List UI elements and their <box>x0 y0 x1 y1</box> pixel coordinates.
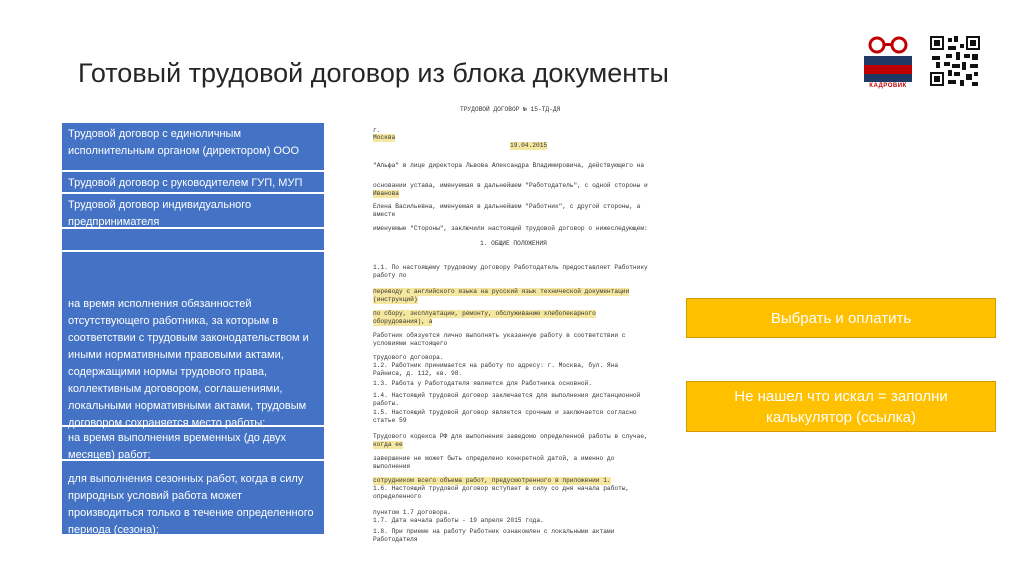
doc-line: Работник обязуется лично выполнять указанную работу в соответствии с <box>373 332 626 339</box>
list-item[interactable]: для выполнения сезонных работ, когда в силу природных условий работа может производиться только в течение определенного периода (сезона); <box>62 461 324 536</box>
doc-line: 1.6. Настоящий трудовой договор вступает в силу со дня начала работы, <box>373 485 630 492</box>
doc-line: Елена Васильевна, именуемая в дальнейшем "Работник", с другой стороны, а <box>373 203 641 210</box>
list-item[interactable]: на время выполнения временных (до двух месяцев) работ; <box>62 427 324 461</box>
doc-line: статье 59 <box>373 417 407 424</box>
doc-line: трудового договора. <box>373 354 444 361</box>
doc-line: 1.3. Работа у Работодателя является для Работника основной. <box>373 380 593 387</box>
doc-line: "Альфа" в лице директора Львова Александра Владимировича, действующего на <box>373 162 645 169</box>
doc-line: выполнения <box>373 463 411 470</box>
doc-line: переводу с английского языка на русский язык технической документации <box>373 288 630 295</box>
doc-line: вместе <box>373 211 396 218</box>
contract-type-list <box>62 123 324 536</box>
page-title: Готовый трудовой договор из блока документы <box>78 58 669 88</box>
doc-line: работы. <box>373 400 399 407</box>
logo-caption: КАДРОВИК <box>869 83 907 89</box>
list-item[interactable]: на время исполнения обязанностей отсутствующего работника, за которым в соответствии с трудовым законодательством и иными нормативными правовыми актами, содержащими нормы трудового права, коллективным договором, соглашениями, локальными нормативными актами, трудовым договором сохраняется место работы; <box>62 252 324 427</box>
doc-line: Трудового кодекса РФ для выполнения заведомо определенной работы в случае, <box>373 433 648 440</box>
doc-line: Иванова <box>373 190 399 197</box>
doc-line: когда ее <box>373 441 403 448</box>
doc-line: завершение не может быть определено конкретной датой, а именно до <box>373 455 615 462</box>
doc-line: 1.5. Настоящий трудовой договор является срочным и заключается согласно <box>373 409 637 416</box>
doc-city: Москва <box>373 134 396 141</box>
doc-line: определенного <box>373 493 422 500</box>
doc-line: по сбору, эксплуатации, ремонту, обслуживанию хлебопекарного <box>373 310 596 317</box>
doc-section-heading: 1. ОБЩИЕ ПОЛОЖЕНИЯ <box>480 240 547 247</box>
list-item[interactable]: Трудовой договор с руководителем ГУП, МУП <box>62 172 324 194</box>
doc-heading: ТРУДОВОЙ ДОГОВОР № 15-ТД-ДЯ <box>460 106 561 113</box>
doc-line: именуемые "Стороны", заключили настоящий трудовой договор о нижеследующем: <box>373 225 648 232</box>
doc-line: 1.2. Работник принимается на работу по адресу: г. Москва, бул. Яна <box>373 362 619 369</box>
contract-document-preview <box>370 100 670 543</box>
list-item[interactable]: Трудовой договор индивидуального предпринимателя <box>62 194 324 229</box>
doc-line: Райниса, д. 112, кв. 98. <box>373 370 463 377</box>
doc-line: работу по <box>373 272 407 279</box>
list-item[interactable] <box>62 229 324 252</box>
qr-code-icon <box>930 36 980 86</box>
doc-line: сотрудником всего объема работ, предусмотренного в приложении 1. <box>373 477 611 484</box>
doc-city-prefix: г. <box>373 127 381 134</box>
doc-line: 1.8. При приеме на работу Работник ознакомлен с локальными актами <box>373 528 615 535</box>
doc-line: пунктом 1.7 договора. <box>373 509 451 516</box>
doc-line: 1.7. Дата начала работы - 19 апреля 2015 года. <box>373 517 544 524</box>
doc-line: 1.1. По настоящему трудовому договору Работодатель предоставляет Работнику <box>373 264 648 271</box>
doc-line: (инструкций) <box>373 296 418 303</box>
doc-date: 19.04.2015 <box>510 142 548 149</box>
doc-line: основании устава, именуемая в дальнейшем "Работодатель", с одной стороны и <box>373 182 648 189</box>
doc-line: 1.4. Настоящий трудовой договор заключается для выполнения дистанционной <box>373 392 641 399</box>
fill-calculator-link-button[interactable]: Не нашел что искал = заполни калькулятор (ссылка) <box>686 381 996 432</box>
doc-line: Работодателя <box>373 536 418 543</box>
select-and-pay-button[interactable]: Выбрать и оплатить <box>686 298 996 338</box>
doc-line: условиями настоящего <box>373 340 448 347</box>
doc-line: оборудования), а <box>373 318 433 325</box>
list-item[interactable]: Трудовой договор с единоличным исполнительным органом (директором) ООО <box>62 123 324 172</box>
